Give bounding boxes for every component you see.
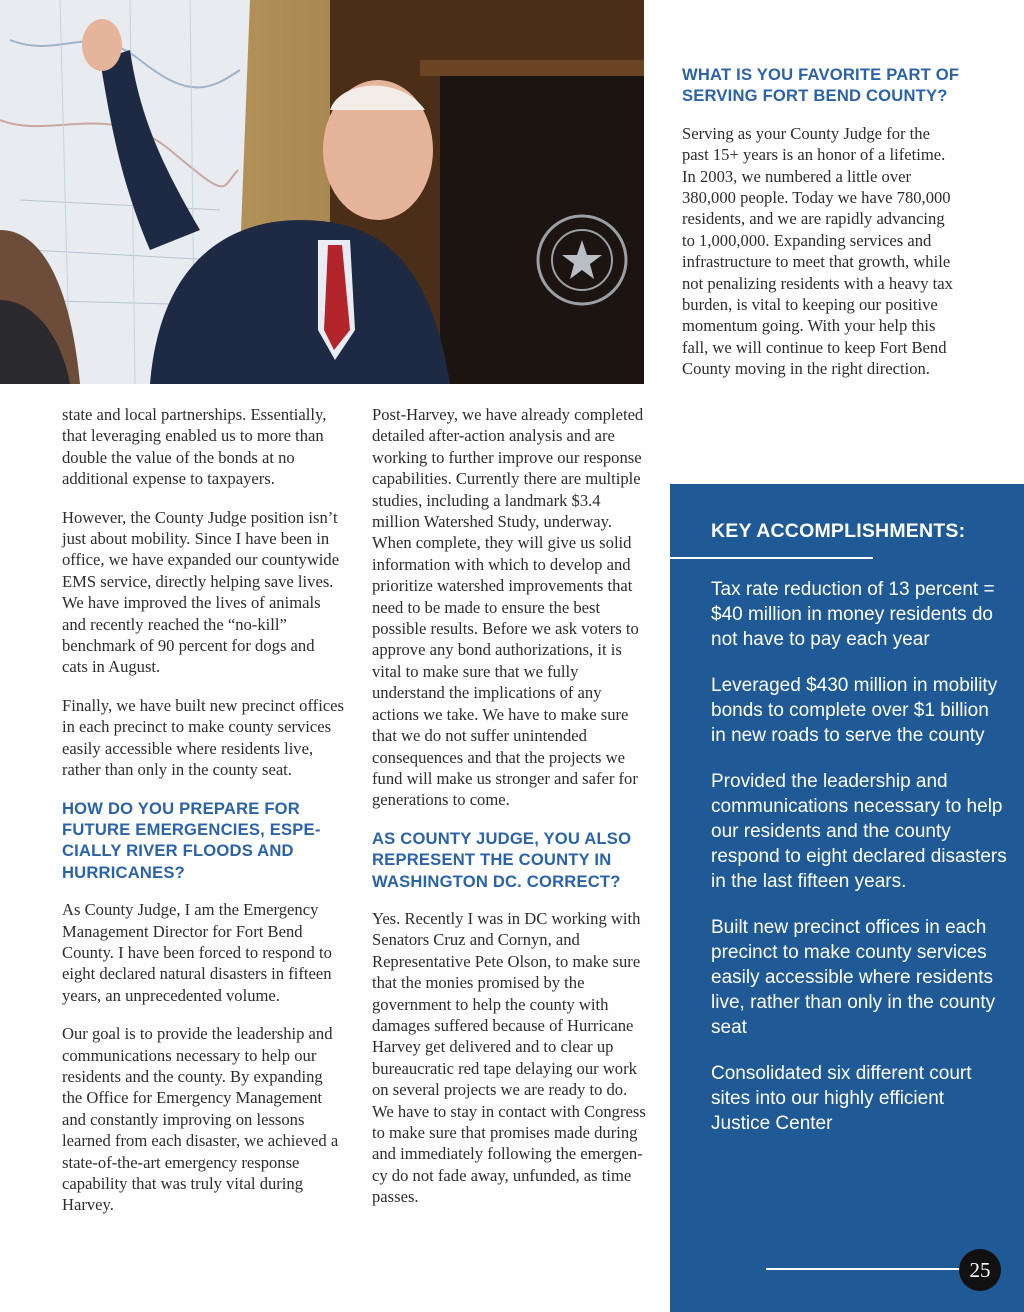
feature-photo [0,0,644,384]
body-paragraph: Post-Harvey, we have already completed detailed after-action analysis and are working to further improve our response capabilities. Currently there are multiple studies, including a landmark $3.4 million Watershed Study, underway. When complete, they will give us solid information with which to develop and prioritize watershed improvements that need to be made to ensure the best possible results. Before we ask voters to approve any bond authorizations, it is vital to make sure that we fully understand the implications of any actions we take. We have to make sure that we do not suffer unintended consequences and that the projects we fund will make us stronger and safer for generations to come. [372,405,644,810]
article-column-3 [682,64,960,397]
body-paragraph: Our goal is to provide the leadership and communications necessary to help our residents and the county. By expanding the Office for Emergency Management and constantly improving on lessons learned from each disaster, we achieved a state-of-the-art emergency response capability that was truly vital during Harvey. [62,1024,339,1215]
list-item: Provided the leadership and communications necessary to help our residents and the county respond to eight declared disasters in the last fifteen years. [711,771,1007,892]
body-paragraph: state and local partnerships. Essentially, that leveraging enabled us to more than double the value of the bonds at no additional expense to taxpayers. [62,405,327,489]
question-heading: WHAT IS YOU FAVORITE PART OF SERVING FORT BEND COUNTY? [682,65,960,106]
footer-divider [766,1268,962,1270]
photo-illustration [0,0,644,384]
list-item: Consolidated six different court sites into our highly efficient Justice Center [711,1063,972,1134]
body-paragraph: However, the County Judge position isn’t just about mobility. Since I have been in office, we have expanded our countywide EMS service, directly helping save lives. We have improved the lives of animals and recently reached the “no-kill” benchmark of 90 percent for dogs and cats in August. [62,507,340,677]
panel-title: KEY ACCOMPLISHMENTS: [711,520,966,542]
question-heading: HOW DO YOU PREPARE FOR FUTURE EMERGENCIES, ESPECIALLY RIVER FLOODS AND HURRICANES? [62,798,321,882]
key-accomplishments-panel [670,484,1024,1312]
page-number: 25 [959,1249,1001,1291]
panel-divider [670,557,873,559]
question-heading: AS COUNTY JUDGE, YOU ALSO REPRESENT THE COUNTY IN WASHINGTON DC. CORRECT? [372,828,632,891]
county-seal [538,216,626,304]
body-paragraph: Yes. Recently I was in DC working with Senators Cruz and Cornyn, and Representative Pete Olson, to make sure that the monies promised by the government to help the county with damages suffered because of Hurricane Harvey get delivered and to clear up bureaucratic red tape delaying our work on several projects we are ready to do. We have to stay in contact with Congress to make sure that promises made during and immediately following the emergency do not fade away, unfunded, as time passes. [372,908,646,1207]
article-column-1 [62,404,344,1233]
body-paragraph: As County Judge, I am the Emergency Management Director for Fort Bend County. I have been forced to respond to eight declared natural disasters in fifteen years, an unprecedented volume. [62,900,332,1005]
list-item: Built new precinct offices in each precinct to make county services easily accessible where residents live, rather than only in the county seat [711,917,996,1038]
article-column-2 [372,404,652,1225]
body-paragraph: Finally, we have built new precinct offices in each precinct to make county services easily accessible where residents live, rather than only in the county seat. [62,695,345,780]
list-item: Tax rate reduction of 13 percent = $40 million in money residents do not have to pay each year [711,579,995,650]
list-item: Leveraged $430 million in mobility bonds to complete over $1 billion in new roads to serve the county [711,675,998,746]
accomplishments-list [711,577,1007,1157]
body-paragraph: Serving as your County Judge for the past 15+ years is an honor of a lifetime. In 2003, we numbered a little over 380,000 people. Today we have 780,000 residents, and we are rapidly advancing to 1,000,000. Expanding services and infrastructure to meet that growth, while not penalizing residents with a heavy tax burden, is vital to keeping our positive momentum going. With your help this fall, we will continue to keep Fort Bend County moving in the right direction. [682,123,953,379]
